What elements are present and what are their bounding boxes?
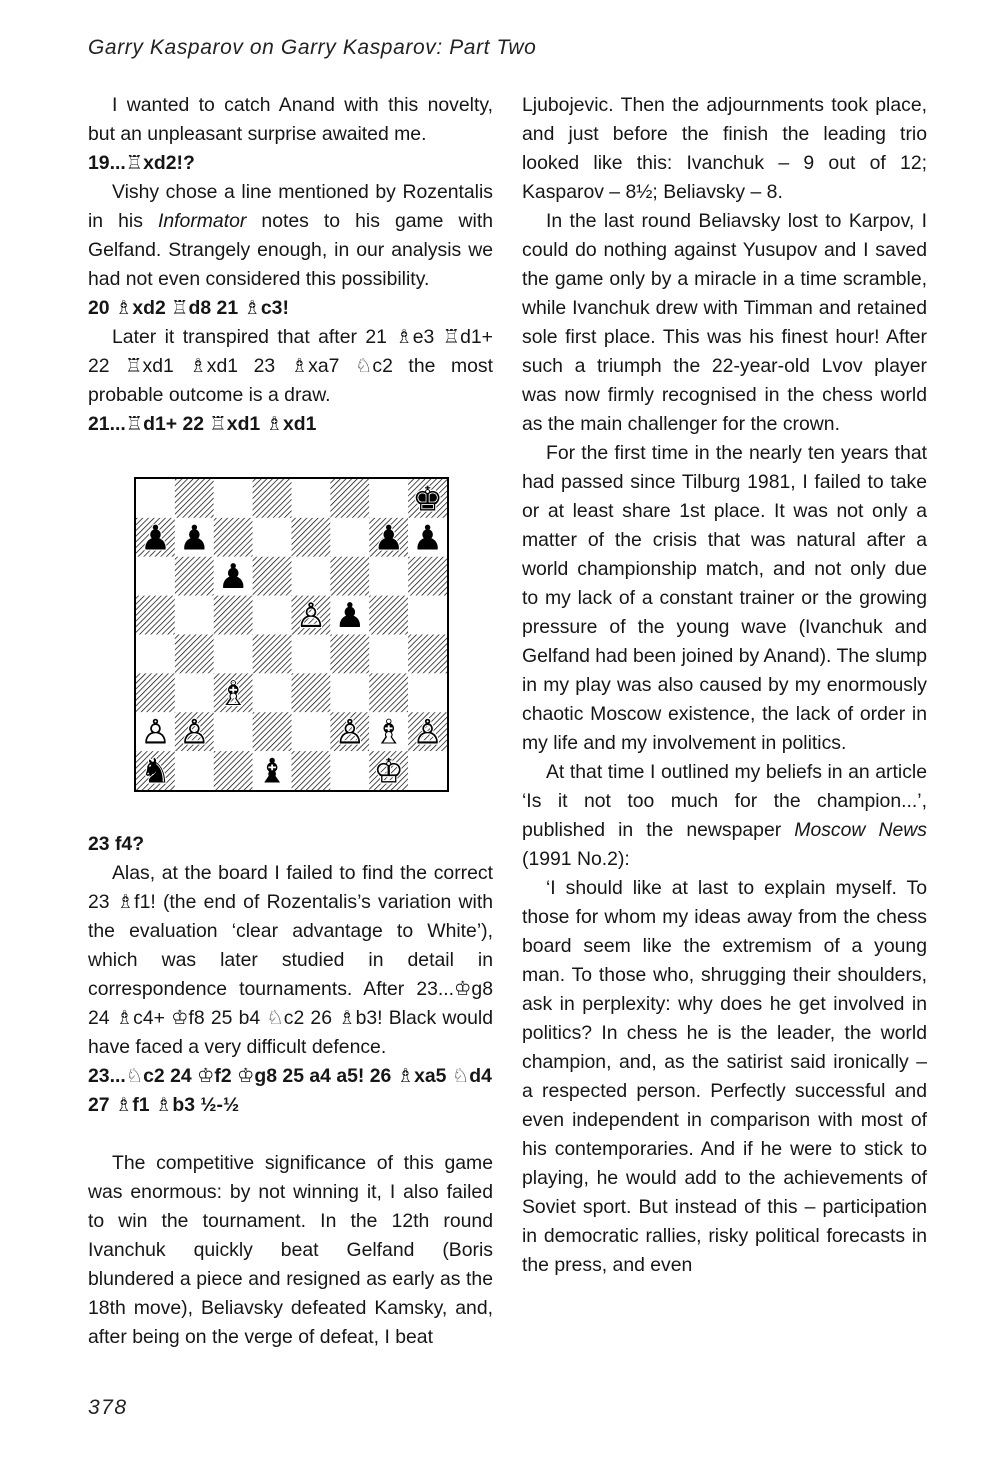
paragraph: ‘I should like at last to explain myself. To those for whom my ideas away from the chess board seem like the extremism of a young man. To those who, shrugging their shoulders, ask in perplexity: why does he get involved in politics? In chess he is the leader, the world champion, and, as the satirist said ironically – a respected person. Perfectly successful and even independent in comparison with most of his contemporaries. And if he were to stick to playing, he would add to the achievements of Soviet sport. But instead of this – participation in democratic rallies, risky political forecasts in the press, and even [522, 877, 927, 1276]
black-king-icon: ♚ [412, 479, 443, 520]
black-pawn-icon: ♟ [373, 518, 404, 559]
dark-square [253, 635, 292, 674]
dark-square [292, 518, 331, 557]
dark-square [369, 596, 408, 635]
white-pawn-icon: ♙ [334, 712, 366, 753]
black-pawn-icon: ♟ [412, 518, 443, 559]
spacer [88, 1120, 493, 1149]
dark-square [253, 479, 292, 518]
paragraph: I wanted to catch Anand with this novelty, but an unpleasant surprise awaited me. [88, 94, 493, 145]
text-span: At that time I outlined my beliefs in an article ‘Is it not too much for the champion...’, published in the newspaper [522, 761, 927, 841]
paragraph: The competitive significance of this game was enormous: by not winning it, I also failed to win the tournament. In the 12th round Ivanchuk quickly beat Gelfand (Boris blundered a piece and resigned as early as the 18th move), Beliavsky defeated Kamsky, and, after being on the verge of defeat, I beat [88, 1152, 493, 1348]
light-square [292, 479, 331, 518]
light-square [136, 557, 175, 596]
light-square [292, 557, 331, 596]
light-square [214, 635, 253, 674]
black-pawn-icon: ♟ [217, 557, 249, 598]
light-square [175, 751, 214, 790]
white-pawn-icon: ♙ [295, 596, 327, 637]
white-bishop-icon: ♗ [373, 712, 404, 753]
left-column [88, 91, 493, 1352]
white-pawn-icon: ♙ [179, 712, 210, 753]
light-square [214, 712, 253, 751]
dark-square [136, 596, 175, 635]
light-square [369, 635, 408, 674]
dark-square [330, 479, 369, 518]
dark-square [214, 518, 253, 557]
light-square [408, 673, 447, 712]
light-square [408, 751, 447, 790]
black-pawn-icon: ♟ [334, 596, 366, 637]
paragraph: Ljubojevic. Then the adjournments took place, and just before the finish the leading trio looked like this: Ivanchuk – 9 out of 12; Kasparov – 8½; Beliavsky – 8. [522, 94, 927, 203]
dark-square [253, 557, 292, 596]
light-square [330, 518, 369, 557]
dark-square [214, 751, 253, 790]
move-line: 23...♘c2 24 ♔f2 ♔g8 25 a4 a5! 26 ♗xa5 ♘d4 27 ♗f1 ♗b3 ½-½ [88, 1065, 492, 1116]
paragraph: In the last round Beliavsky lost to Karpov, I could do nothing against Yusupov and I saved the game only by a miracle in a time scramble, while Ivanchuk drew with Timman and retained sole first place. This was his finest hour! After such a triumph the 22-year-old Lvov player was now firmly recognised in the chess world as the main challenger for the crown. [522, 210, 927, 435]
dark-square [408, 557, 447, 596]
light-square [253, 596, 292, 635]
dark-square [330, 635, 369, 674]
move-line: 19...♖xd2!? [88, 152, 195, 174]
light-square [136, 635, 175, 674]
black-pawn-icon: ♟ [140, 518, 171, 559]
light-square [330, 673, 369, 712]
move-line: 21...♖d1+ 22 ♖xd1 ♗xd1 [88, 413, 317, 435]
text-span: Vishy chose a line mentioned by Rozentalis in his [88, 181, 493, 232]
black-pawn-icon: ♟ [179, 518, 210, 559]
white-pawn-icon: ♙ [412, 712, 443, 753]
dark-square [253, 712, 292, 751]
light-square [292, 635, 331, 674]
right-column [522, 91, 927, 1280]
white-bishop-icon: ♗ [217, 673, 249, 714]
dark-square [175, 479, 214, 518]
light-square [408, 596, 447, 635]
dark-square [214, 596, 253, 635]
light-square [136, 479, 175, 518]
dark-square [175, 557, 214, 596]
white-king-icon: ♔ [373, 751, 404, 790]
move-line: 20 ♗xd2 ♖d8 21 ♗c3! [88, 297, 289, 319]
paragraph [88, 178, 493, 294]
light-square [253, 673, 292, 712]
light-square [292, 712, 331, 751]
dark-square [136, 673, 175, 712]
page-number: 378 [88, 1396, 128, 1419]
light-square [175, 596, 214, 635]
paragraph: Later it transpired that after 21 ♗e3 ♖d1+ 22 ♖xd1 ♗xd1 23 ♗xa7 ♘c2 the most probable outcome is a draw. [88, 326, 493, 406]
black-knight-icon: ♞ [140, 751, 171, 790]
dark-square [330, 557, 369, 596]
text-span: notes to his game with Gelfand. Strangely enough, in our analysis we had not even considered this possibility. [88, 210, 493, 290]
paragraph: Alas, at the board I failed to find the correct 23 ♗f1! (the end of Rozentalis’s variation with the evaluation ‘clear advantage to White’), which was later studied in detail in correspondence tournaments. After 23...♔g8 24 ♗c4+ ♔f8 25 b4 ♘c2 26 ♗b3! Black would have faced a very difficult defence. [88, 862, 493, 1058]
chess-diagram [134, 477, 449, 792]
dark-square [292, 751, 331, 790]
light-square [253, 518, 292, 557]
publication-title: Moscow News [794, 819, 927, 841]
white-pawn-icon: ♙ [140, 712, 171, 753]
dark-square [408, 635, 447, 674]
light-square [369, 557, 408, 596]
publication-title: Informator [157, 210, 247, 232]
dark-square [175, 635, 214, 674]
running-header: Garry Kasparov on Garry Kasparov: Part Two [88, 36, 537, 59]
chess-board [136, 479, 447, 790]
light-square [330, 751, 369, 790]
light-square [214, 479, 253, 518]
light-square [369, 479, 408, 518]
black-bishop-icon: ♝ [256, 751, 288, 790]
text-span: (1991 No.2): [522, 848, 630, 870]
dark-square [369, 673, 408, 712]
move-line: 23 f4? [88, 833, 145, 855]
paragraph: For the first time in the nearly ten years that had passed since Tilburg 1981, I failed to take or at least share 1st place. It was not only a matter of the crisis that was natural after a world championship match, and not only due to my lack of a constant trainer or the growing pressure of the young wave (Ivanchuk and Gelfand had been joined by Anand). The slump in my play was also caused by my enormously chaotic Moscow existence, the lack of order in my life and my involvement in politics. [522, 442, 927, 754]
paragraph [522, 758, 927, 874]
light-square [175, 673, 214, 712]
dark-square [292, 673, 331, 712]
